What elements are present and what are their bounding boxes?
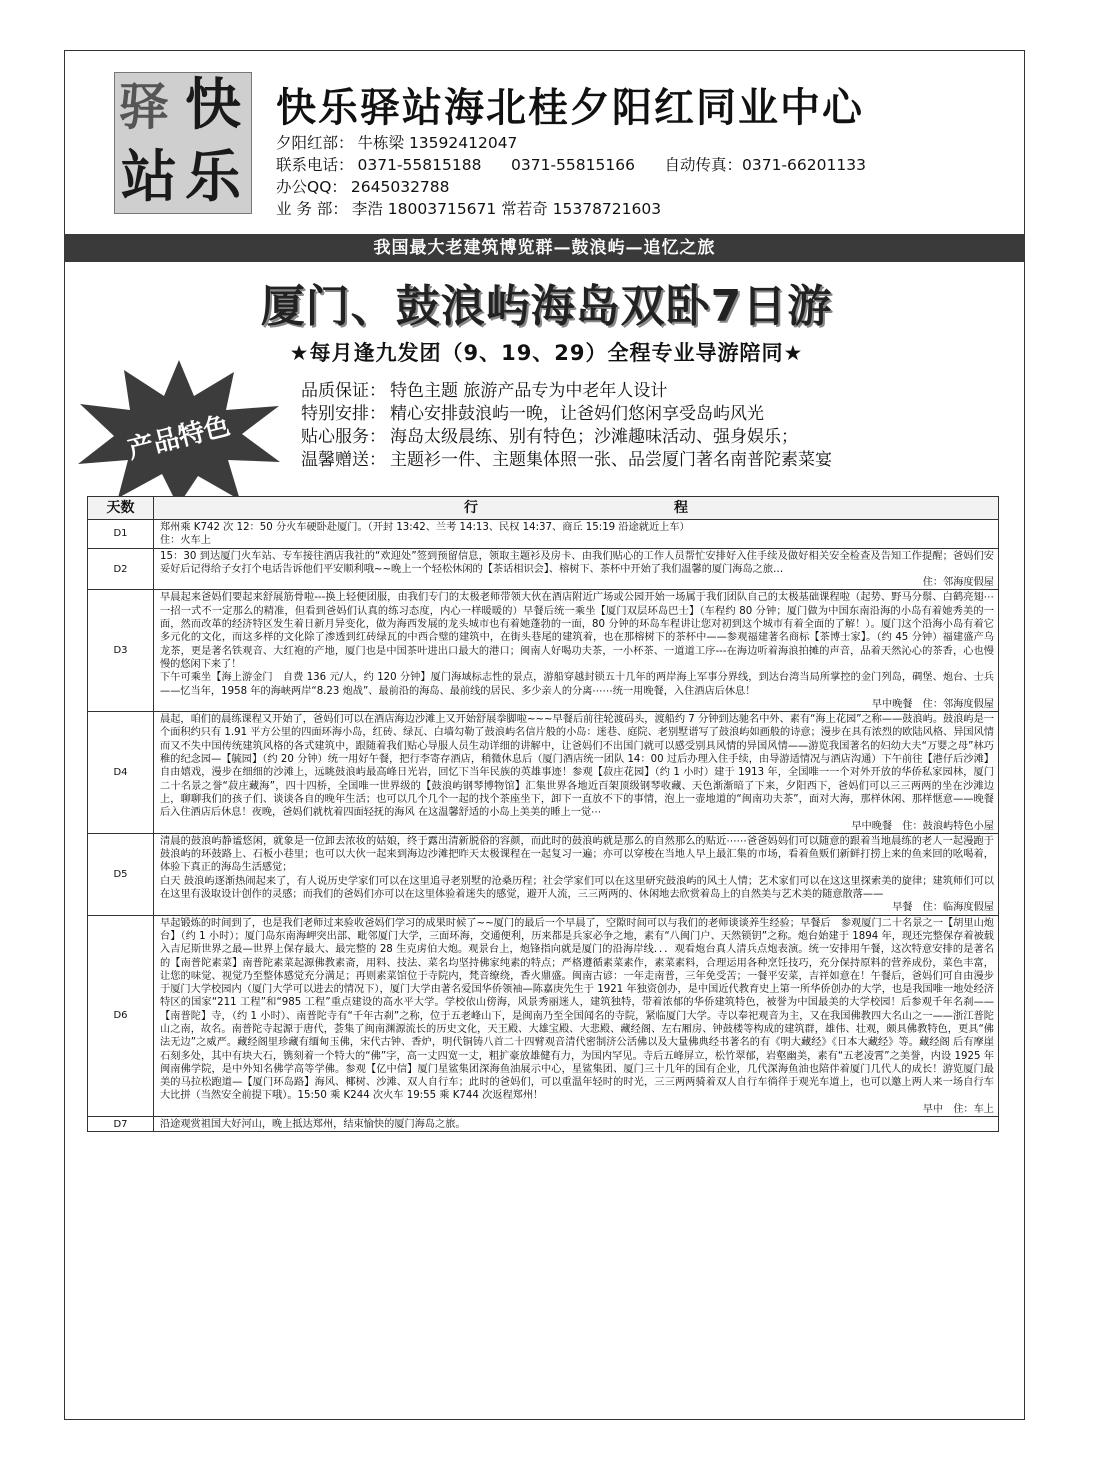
logo-char-2: 快 [185,72,241,138]
meal-accommodation: 早中 住：车上 [922,1103,994,1115]
contact-line-4 [276,198,661,220]
plan-paragraph: 早起锻炼的时间到了，也是我们老师过来验收爸妈们学习的成果时候了~~厦门的最后一个早晨了，空隙时间可以与我们的老师谈谈养生经验；早餐后 参观厦门二十名景之一【胡里山炮台】（约 1 小时）；厦门岛东南海岬突出部、毗邻厦门大学，三面环海，交通便利，历来都是兵家必争之地，素有“八闽门户、天然锁钥”之称。炮台始建于 1894 年，现还完整保存着被载入吉尼斯世界之最—世界上保存最大、最完整的 28 生克虏伯大炮。观景台上，炮锋指向就是厦门的沿海岸线．．．观看炮台真人清兵点炮表演。统一安排用午餐，这次特意安排的是著名的【南普陀素菜】南普陀素菜起源佛教素斋，用料、技法、菜名均坚持佛家纯素的特点；严格遵循素菜素作，素菜素料，合理运用各种烹饪技巧，充分保持原料的营养成份，菜色丰富，让您的味觉、视觉乃至整体感觉充分满足；再则素菜馆位于寺院内，梵音缭绕，香火鼎盛。闽南古谚：一年走南普，三年免受苦；一餐平安菜，吉祥如意在！午餐后，爸妈们可自由漫步于厦门大学校园内（厦门大学可以进去的情况下），厦门大学由著名爱国华侨领袖—陈嘉庚先生于 1921 年独资创办，是中国近代教育史上第一所华侨创办的大学，也是我国唯一地处经济特区的国家“211 工程”和“985 工程”重点建设的高水平大学。学校依山傍海，风景秀丽迷人，建筑独特，带着浓郁的华侨建筑特色，被誉为中国最美的大学校园！后参观千年名刹——【南普陀】寺，（约 1 小时）、南普陀寺有“千年古刹”之称，位于五老峰山下，是闽南乃至全国闻名的寺院，紧临厦门大学。寺以奉祀观音为主，又在我国佛教四大名山之一——浙江普陀山之南，故名。南普陀寺起源于唐代，荟集了闽南渊源流长的历史文化，天王殿、大雄宝殿、大悲殿、藏经阁、左右厢房、钟鼓楼等构成的建筑群，雄伟、壮观，颇具佛教特色，更具“佛法无边”之威严。藏经阁里珍藏有缅甸玉佛，宋代古钟、香炉，明代铜铸八首二十四臂观音清代密制济公活佛以及大量佛典经书著名的有《明大藏经》《日本大藏经》等。藏经阁 后有摩崖石刻多处，其中有块大石，镌刻着一个特大的“佛”字，高一丈四宽一丈，粗扩豪放雄健有力，为国内罕见。寺后五峰屏立，松竹翠郁，岩壑幽美，素有“五老凌霄”之美誉，内设 1925 年闽南佛学院，是中外知名佛学高等学佛。参观【亿中信】厦门星鲨集团深海鱼油展示中心，星鲨集团、厦门三十几年的国有企业，几代深海鱼油也陪伴着厦门几代人的成长！游览厦门最美的马拉松跑道—【厦门环岛路】海风、椰树、沙滩、双人自行车；此时的爸妈们，可以重温年轻时的时光，三三两两骑着双人自行车徜徉于观光车道上，也可以邀上两人来一场自行车大比拼（当然安全前提下哦）。15:50 乘 K244 次火车 19:55 乘 K744 次返程郑州！ [160,917,994,1102]
table-row [88,1117,999,1132]
day-cell: D5 [88,833,154,915]
feature-text: 海岛太级晨练、别有特色；沙滩趣味活动、强身娱乐； [390,427,798,447]
contact-line-3 [276,176,450,198]
contact-label: 办公QQ： [276,178,347,196]
feature-text: 特色主题 旅游产品专为中老年人设计 [390,381,668,401]
column-header-day: 天数 [88,497,154,520]
logo-char-4: 乐 [185,144,241,210]
feature-text: 主题衫一件、主题集体照一张、品尝厦门著名南普陀素菜宴 [390,450,832,470]
feature-badge-starburst-icon [74,358,284,508]
contact-label: 联系电话： [276,156,354,174]
feature-item [301,403,836,426]
plan-paragraph: 沿途观赏祖国大好河山，晚上抵达郑州，结束愉快的厦门海岛之旅。 [160,1119,466,1131]
day-cell: D4 [88,712,154,834]
contact-value: 牛栋梁 13592412047 [357,134,518,152]
meal-accommodation: 早中晚餐 住：邻海度假屋 [871,698,994,710]
contact-value: 李浩 18003715671 常若奇 15378721603 [351,200,662,218]
day-cell: D2 [88,548,154,590]
itinerary-table [87,496,999,1132]
theme-banner: 我国最大老建筑博览群—鼓浪屿—追忆之旅 [64,234,1025,262]
plan-cell [154,712,999,834]
plan-paragraph: 清晨的鼓浪屿静谧悠闲，就象是一位卸去浓妆的姑娘，终于露出清新脱俗的容颜，而此时的鼓浪屿就是那么的自然那么的贴近⋯⋯爸爸妈妈们可以随意的跟着当地晨练的老人一起漫跑于鼓浪屿的环鼓路上、石板小巷里；也可以大伙一起来到海边沙滩把昨天太极课程在一起复习一遍；亦可以穿梭在当地人早上最汇集的市场，看着鱼贩们新鲜打捞上来的鱼来回的吆喝着，体验下真正的海岛生活感觉； [160,835,994,874]
plan-cell [154,833,999,915]
tour-title: 厦门、鼓浪屿海岛双卧7日游 [260,281,833,332]
table-row [88,833,999,915]
contact-value: 0371-55815188 0371-55815166 自动传真：0371-66201133 [357,156,866,174]
meal-accommodation: 早餐 住：临海度假屋 [892,902,994,914]
table-row [88,590,999,712]
feature-label: 贴心服务： [301,427,386,447]
plan-cell [154,590,999,712]
feature-label: 品质保证： [301,381,386,401]
feature-item [301,380,836,403]
company-logo [114,72,252,214]
plan-cell [154,520,999,549]
plan-cell [154,548,999,590]
feature-text: 精心安排鼓浪屿一晚，让爸妈们悠闲享受岛屿风光 [390,404,764,424]
feature-list [301,380,836,472]
plan-paragraph: 晨起，咱们的晨练课程又开始了，爸妈们可以在酒店海边沙滩上又开始舒展拳脚啦~~~早餐后前往轮渡码头，渡船约 7 分钟到达驰名中外、素有“海上花园”之称——鼓浪屿。鼓浪屿是一个面积约只有 1.91 平方公里的四面环海小岛，红砖、绿瓦、白墙勾勒了鼓浪屿名信片般的小岛：迷巷、庭院、老别墅谱写了鼓浪屿如画般的诗意；漫步在具有浓烈的欧陆风格、异国风情而又不失中国传统建筑风格的各式建筑中，跟随着我们贴心导服人员生动详细的讲解中，让爸妈们不出国门就可以感受别具风情的异国风情——游览我国著名的妇幼大夫“万婴之母”林巧稚的纪念园—【毓园】（约 20 分钟）统一用好午餐，把行李寄存酒店，稍微休息后（厦门酒店统一团队 14：00 过后办理入住手续，由导游适情况与酒店沟通）下午前往【港仔后沙滩】自由嬉戏，漫步在细细的沙滩上，远眺鼓浪屿最高峰日光岩，回忆下当年民族的英雄事迹！参观【菽庄花园】（约 1 小时）建于 1913 年，全国唯一一个对外开放的华侨私家园林，厦门二十名景之誉“菽庄藏海”，四十四桥，全国唯一世界级的【鼓浪屿钢琴博物馆】汇集世界各地近百架顶级钢琴收藏、天色渐渐暗了下来，夕阳西下，爸妈们可以三三两两的坐在沙滩边上，聊聊我们的孩子们、谈谈各自的晚年生活；也可以几个几个一起的找个茶座坐下，卸下一直放不下的事情，泡上一壶地道的“闽南功夫茶”，面对大海，那样休闲、那样惬意——晚餐后入住酒店后休息！夜晚，爸妈们就枕着四面轻抚的海风 在这温馨舒适的小岛上美美的睡上一觉⋯ [160,714,994,819]
plan-cell [154,915,999,1116]
contact-label: 夕阳红部： [276,134,354,152]
day-cell: D7 [88,1117,154,1132]
feature-label: 特别安排： [301,404,386,424]
table-row [88,548,999,590]
company-title: 快乐驿站海北桂夕阳红同业中心 [276,85,864,131]
feature-item [301,426,836,449]
contact-line-2 [276,154,866,176]
logo-char-3: 站 [121,144,177,210]
plan-paragraph: 15：30 到达厦门火车站、专车接往酒店我社的“欢迎处”签到预留信息，领取主题衫及房卡、由我们贴心的工作人员帮忙安排好入住手续及做好相关安全检查及告知工作提醒；爸妈们安妥好后记得给子女打个电话告诉他们平安顺利哦~~晚上一个轻松休闲的【茶话相识会】、榕树下、茶杯中开始了我们温馨的厦门海岛之旅… [160,550,994,575]
day-cell: D3 [88,590,154,712]
feature-item [301,449,836,472]
contact-label: 业 务 部： [276,200,348,218]
plan-cell [154,1117,999,1132]
day-cell: D1 [88,520,154,549]
table-row [88,712,999,834]
table-row [88,915,999,1116]
logo-char-1: 驿 [119,77,169,136]
meal-accommodation: 住：火车上 [160,535,211,547]
feature-label: 温馨赠送： [301,450,386,470]
feature-badge-label: 产品特色 [124,410,234,466]
column-header-plan: 行 程 [154,497,999,520]
day-cell: D6 [88,915,154,1116]
meal-accommodation: 早中晚餐 住：鼓浪屿特色小屋 [851,820,994,832]
contact-value: 2645032788 [350,178,450,196]
plan-paragraph: 下午可乘坐【海上游金门 自费 136 元/人，约 120 分钟】厦门海域标志性的景点，游船穿越封锁五十几年的两岸海上军事分界线，到达台湾当局所掌控的金门列岛，碉堡、炮台、士兵——忆当年，1958 年的海峡两岸“8.23 炮战”、最前沿的海岛、最前线的居民、多少亲人的分离⋯⋯统一用晚餐，入住酒店后休息！ [160,672,994,697]
tour-subtitle: ★每月逢九发团（9、19、29）全程专业导游陪同★ [289,341,804,365]
table-header-row [88,497,999,520]
plan-paragraph: 白天 鼓浪屿逐渐热闹起来了，有人说历史学家们可以在这里追寻老别墅的沧桑历程；社会学家们可以在这里研究鼓浪屿的风土人情；艺术家们可以在这这里探索美的旋律；建筑师们可以在这里有汲取设计创作的灵感；而我们的爸妈们亦可以在这里体验着迷失的感觉，避开人流，三三两两的、休闲地去欣赏着岛上的自然美与艺术美的随意散落—— [160,875,994,901]
plan-paragraph: 早晨起来爸妈们要起来舒展筋骨啦---换上轻便团服，由我们专门的太极老师带领大伙在酒店附近广场或公园开始一场属于我们团队自己的太极基础课程啦（起势、野马分鬃、白鹤亮翅⋯一招一式不一定那么的精准，但看到爸妈们认真的练习态度，内心一样暖暖的）早餐后统一乘坐【厦门双层环岛巴士】（车程约 80 分钟；厦门做为中国东南沿海的小岛有着她秀美的一面，然而改革的经济特区发生着日新月异变化，做为海西发展的龙头城市也有着她蓬勃的一面，80 分钟的环岛车程讲让您对初到这个城市有着全面的了解！）。厦门这个沿海小岛有着它多元化的文化，而这多样的文化除了渗透到红砖绿瓦的中西合璧的建筑中，在街头巷尾的建筑着，也在那榕树下的茶杯中——参观福建著名商标【茶博士家】。（约 45 分钟）福建盛产乌龙茶，更是著名铁观音、大红袍的产地，厦门也是中国茶叶进出口最大的港口；闽南人好喝功夫茶，一小杯茶、一道道工序---在海边听着海浪拍摊的声音，品着天然沁心的茶香，心也慢慢的悠闲下来了！ [160,592,994,670]
meal-accommodation: 住：邻海度假屋 [922,577,994,589]
plan-paragraph: 郑州乘 K742 次 12：50 分火车硬卧赴厦门。（开封 13:42、兰考 14:13、民权 14:37、商丘 15:19 沿途就近上车） [160,522,690,533]
contact-line-1 [276,132,517,154]
table-row [88,520,999,549]
itinerary-body [88,520,999,1132]
